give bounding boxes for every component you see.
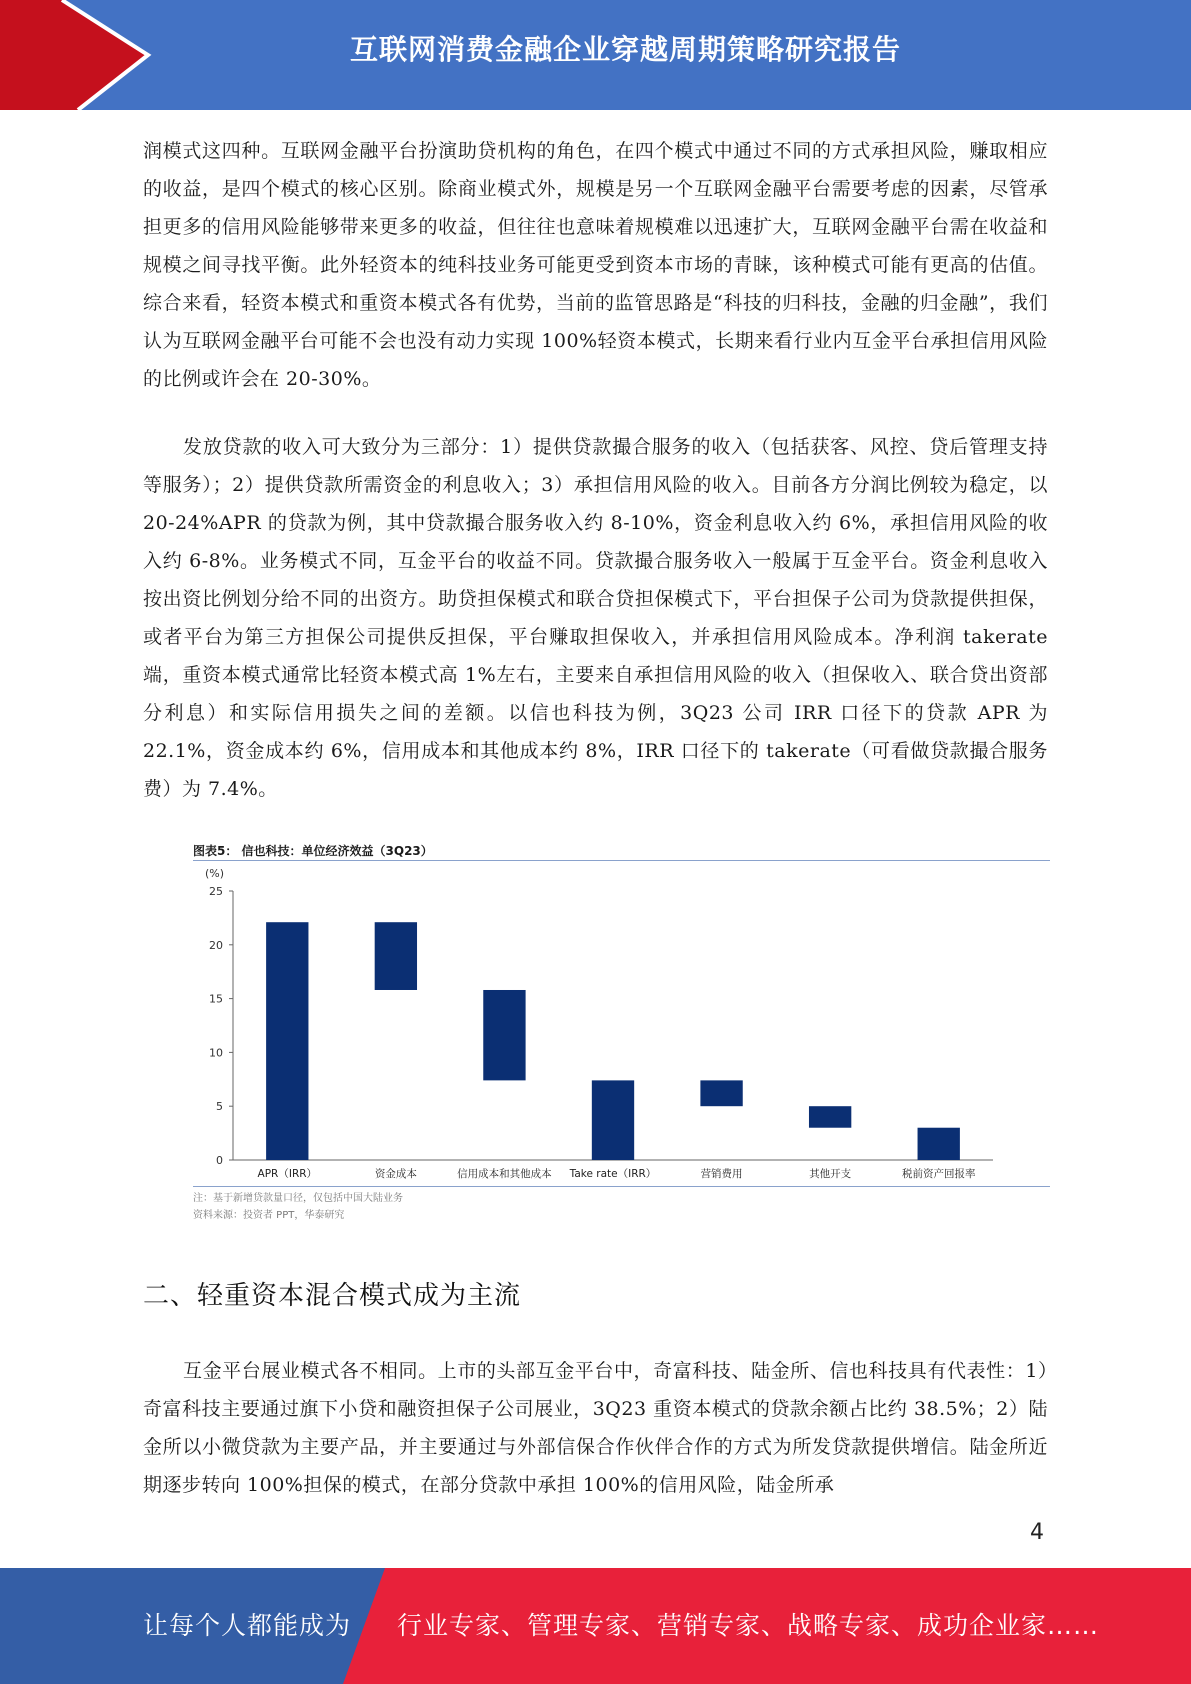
figure-note: 注：基于新增贷款量口径，仅包括中国大陆业务 (193, 1193, 403, 1204)
body-paragraph-3: 互金平台展业模式各不相同。上市的头部互金平台中，奇富科技、陆金所、信也科技具有代表性：1）奇富科技主要通过旗下小贷和融资担保子公司展业，3Q23 重资本模式的贷款余额占比约 38.5%；2）陆金所以小微贷款为主要产品，并主要通过与外部信保合作伙伴合作的方式为所发贷款提供增信。陆金所近期逐步转向 100%担保的模式，在部分贷款中承担 100%的信用风险，陆金所承 (143, 1360, 1048, 1496)
bar (918, 1128, 960, 1160)
x-tick-label: 其他开支 (809, 1168, 852, 1180)
section-heading: 二、轻重资本混合模式成为主流 (143, 1281, 522, 1311)
bar (809, 1106, 851, 1128)
bar (266, 922, 308, 1160)
bar (700, 1080, 742, 1106)
footer-slogan-right: 行业专家、管理专家、营销专家、战略专家、成功企业家…… (397, 1611, 1100, 1640)
x-tick-label: APR（IRR） (257, 1168, 318, 1180)
y-tick-label: 20 (209, 938, 223, 952)
figure-rule-bottom (193, 1186, 1050, 1187)
y-tick-label: 5 (216, 1100, 223, 1114)
y-tick-label: 10 (209, 1046, 223, 1060)
x-tick-label: Take rate（IRR） (569, 1168, 657, 1180)
x-tick-label: 信用成本和其他成本 (457, 1168, 552, 1180)
figure-rule-top (193, 860, 1050, 861)
footer-slogan-left: 让每个人都能成为 (143, 1611, 352, 1640)
page-footer (0, 1568, 1191, 1684)
bar (483, 990, 525, 1080)
bar (375, 922, 417, 990)
y-tick-label: 25 (209, 885, 223, 898)
figure-source: 资料来源：投资者 PPT，华泰研究 (193, 1210, 345, 1221)
x-tick-label: 资金成本 (374, 1168, 417, 1180)
report-title: 互联网消费金融企业穿越周期策略研究报告 (349, 33, 901, 66)
page-number: 4 (1030, 1520, 1044, 1545)
x-tick-label: 税前资产回报率 (901, 1168, 976, 1180)
y-tick-label: 15 (209, 992, 223, 1006)
y-tick-label: 0 (216, 1154, 223, 1167)
y-axis-unit-label: (%) (205, 867, 225, 880)
figure-title: 图表5： 信也科技：单位经济效益（3Q23） (193, 844, 433, 858)
body-paragraph-2: 发放贷款的收入可大致分为三部分：1）提供贷款撮合服务的收入（包括获客、风控、贷后管理支持等服务）；2）提供贷款所需资金的利息收入；3）承担信用风险的收入。目前各方分润比例较为稳定，以 20-24%APR 的贷款为例，其中贷款撮合服务收入约 8-10%，资金利息收入约 6%，承担信用风险的收入约 6-8%。业务模式不同，互金平台的收益不同。贷款撮合服务收入一般属于互金平台。资金利息收入按出资比例划分给不同的出资方。助贷担保模式和联合贷担保模式下，平台担保子公司为贷款提供担保，或者平台为第三方担保公司提供反担保，平台赚取担保收入，并承担信用风险成本。净利润 takerate 端，重资本模式通常比轻资本模式高 1%左右，主要来自承担信用风险的收入（担保收入、联合贷出资部分利息）和实际信用损失之间的差额。以信也科技为例，3Q23 公司 IRR 口径下的贷款 APR 为 22.1%，资金成本约 6%，信用成本和其他成本约 8%，IRR 口径下的 takerate（可看做贷款撮合服务费）为 7.4%。 (143, 436, 1048, 800)
body-paragraph-1: 润模式这四种。互联网金融平台扮演助贷机构的角色，在四个模式中通过不同的方式承担风险，赚取相应的收益，是四个模式的核心区别。除商业模式外，规模是另一个互联网金融平台需要考虑的因素，尽管承担更多的信用风险能够带来更多的收益，但往往也意味着规模难以迅速扩大，互联网金融平台需在收益和规模之间寻找平衡。此外轻资本的纯科技业务可能更受到资本市场的青睐，该种模式可能有更高的估值。综合来看，轻资本模式和重资本模式各有优势，当前的监管思路是“科技的归科技，金融的归金融”，我们认为互联网金融平台可能不会也没有动力实现 100%轻资本模式，长期来看行业内互金平台承担信用风险的比例或许会在 20-30%。 (143, 140, 1048, 390)
bar (592, 1080, 634, 1160)
page-header (0, 0, 1191, 110)
x-tick-label: 营销费用 (700, 1168, 743, 1180)
waterfall-chart (193, 862, 1050, 1184)
